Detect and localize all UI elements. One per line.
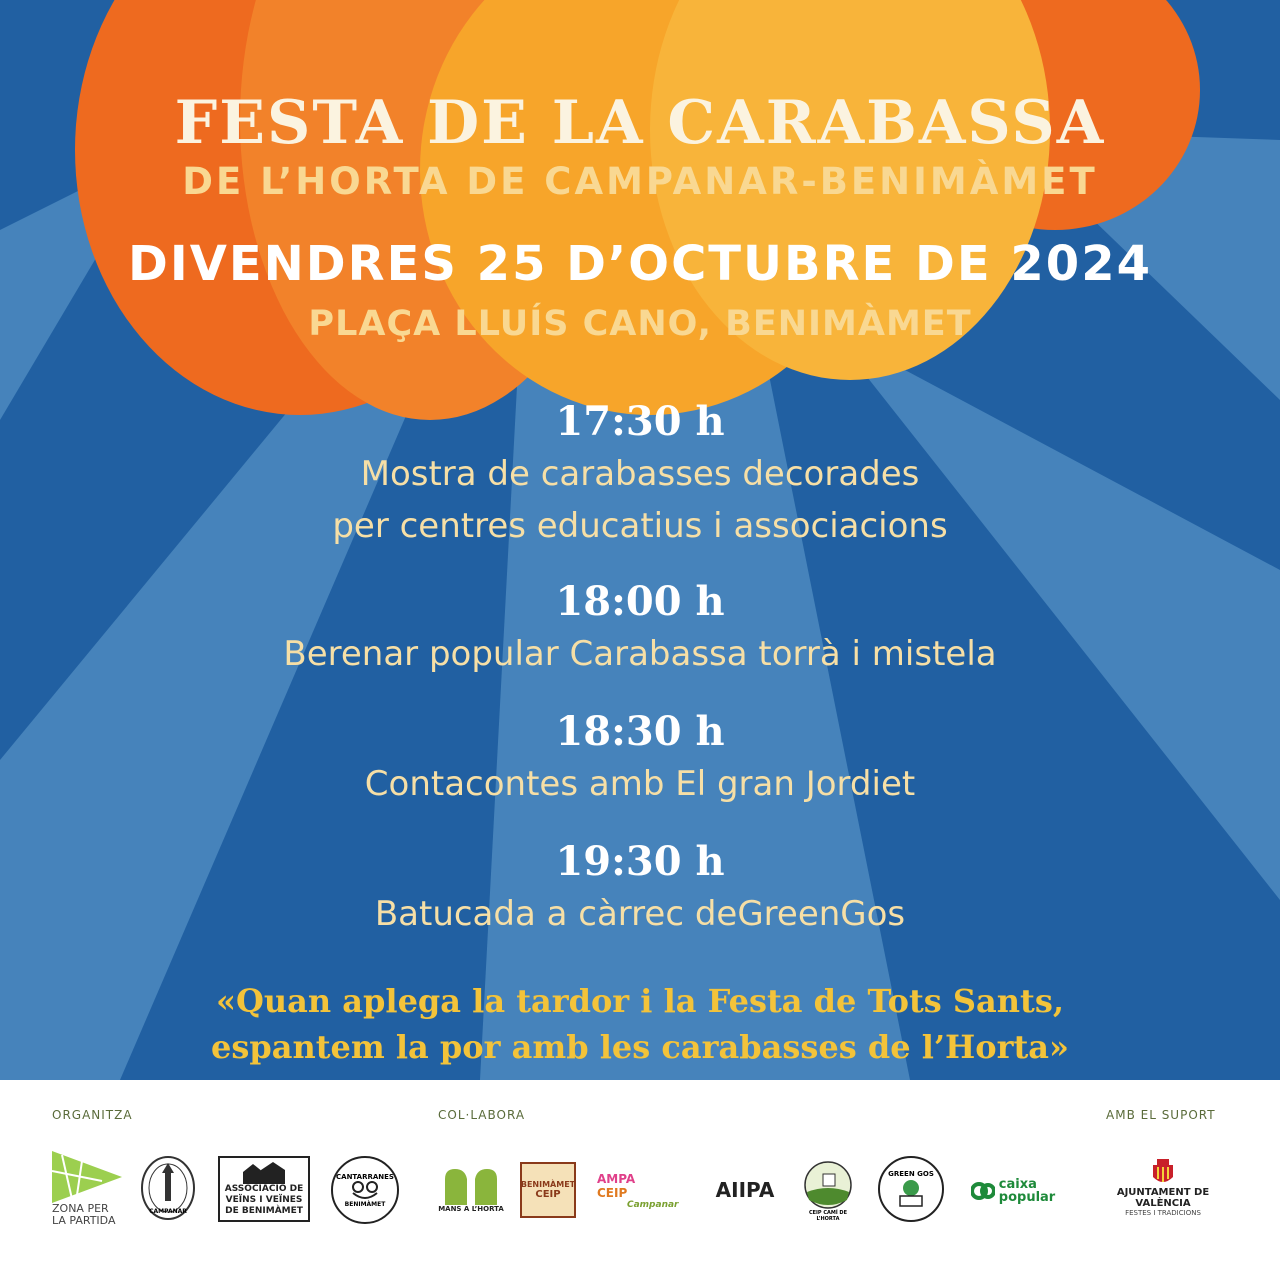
schedule-description: per centres educatius i associacions [332,506,948,546]
logo-associacio-veins-benimamet [218,1156,310,1222]
logo-associacio-campanar [140,1155,196,1221]
schedule-description: Mostra de carabasses decorades [360,454,920,494]
logo-cantarranes [331,1156,399,1224]
logo-text: BENIMÀMET [344,1200,386,1208]
houses-icon [241,1162,287,1184]
logo-text: DE BENIMÀMET [225,1205,303,1216]
logo-mans-a-lhorta [438,1158,504,1220]
event-subtitle: DE L’HORTA DE CAMPANAR-BENIMÀMET [182,160,1098,203]
logo-text: CEIP [597,1186,628,1200]
schedule-description: Contacontes amb El gran Jordiet [364,764,916,804]
logo-ceip-cami-de-lhorta [800,1160,856,1222]
logo-text: AMPA [597,1172,636,1186]
event-place: PLAÇA LLUÍS CANO, BENIMÀMET [308,304,972,344]
sponsors-footer [0,1080,1280,1280]
schedule-time: 18:30 h [555,708,725,755]
hands-icon [441,1165,501,1205]
logo-text: FESTES I TRADICIONS [1125,1209,1201,1217]
schedule-time: 18:00 h [555,578,725,625]
organitza-label: ORGANITZA [52,1108,133,1122]
logo-text: AJUNTAMENT DE VALÈNCIA [1116,1187,1210,1209]
quote-line: espantem la por amb les carabasses de l’Horta» [210,1028,1069,1066]
logo-text: MANS A L’HORTA [438,1205,504,1213]
logo-text: GREEN GOS [888,1170,934,1178]
logo-text: ASSOCIACIÓ DE [224,1183,304,1194]
logo-text: CEIP [535,1189,561,1200]
logo-aiipa [712,1170,778,1210]
logo-text: BENIMÀMET [520,1180,576,1189]
logo-text: CEIP CAMÍ DE L’HORTA [808,1210,848,1222]
logo-ajuntament-valencia [1095,1156,1231,1218]
quote [0,978,1280,1070]
logo-caixa-popular [965,1176,1061,1206]
schedule-time: 17:30 h [555,398,725,445]
logo-green-gos [878,1156,944,1222]
logo-ampa-ceip-campanar [597,1166,691,1216]
event-date: DIVENDRES 25 D’OCTUBRE DE 2024 [127,236,1152,292]
logo-text: CAMPANAR [149,1208,187,1215]
schedule-description: Berenar popular Carabassa torrà i mistela [283,634,997,674]
logo-text: LA PARTIDA [52,1214,116,1227]
logo-text: caixa [998,1177,1037,1192]
logo-text: Campanar [627,1200,679,1210]
frog-icon [350,1181,380,1201]
event-title: FESTA DE LA CARABASSA [174,88,1106,158]
schedule-description: Batucada a càrrec deGreenGos [374,894,906,934]
dog-drum-icon [894,1178,928,1208]
caixa-popular-icon [971,1179,995,1203]
quote-line: «Quan aplega la tardor i la Festa de Tots Sants, [216,982,1064,1020]
logo-text: AIIPA [715,1178,775,1202]
logo-text: VEÏNS I VEÏNES [225,1194,303,1205]
triangle-icon [52,1151,122,1203]
logo-zona-per-la-partida [52,1150,127,1228]
schedule-time: 19:30 h [555,838,725,885]
logo-ceip-benimamet [520,1162,576,1218]
coat-of-arms-icon [1149,1157,1177,1187]
logo-text: popular [998,1190,1056,1205]
logo-text: CANTARRANES [336,1172,394,1181]
colabora-label: COL·LABORA [438,1108,526,1122]
suport-label: AMB EL SUPORT [1106,1108,1216,1122]
logo-text: ZONA PER [52,1202,109,1215]
school-field-icon [803,1160,853,1210]
